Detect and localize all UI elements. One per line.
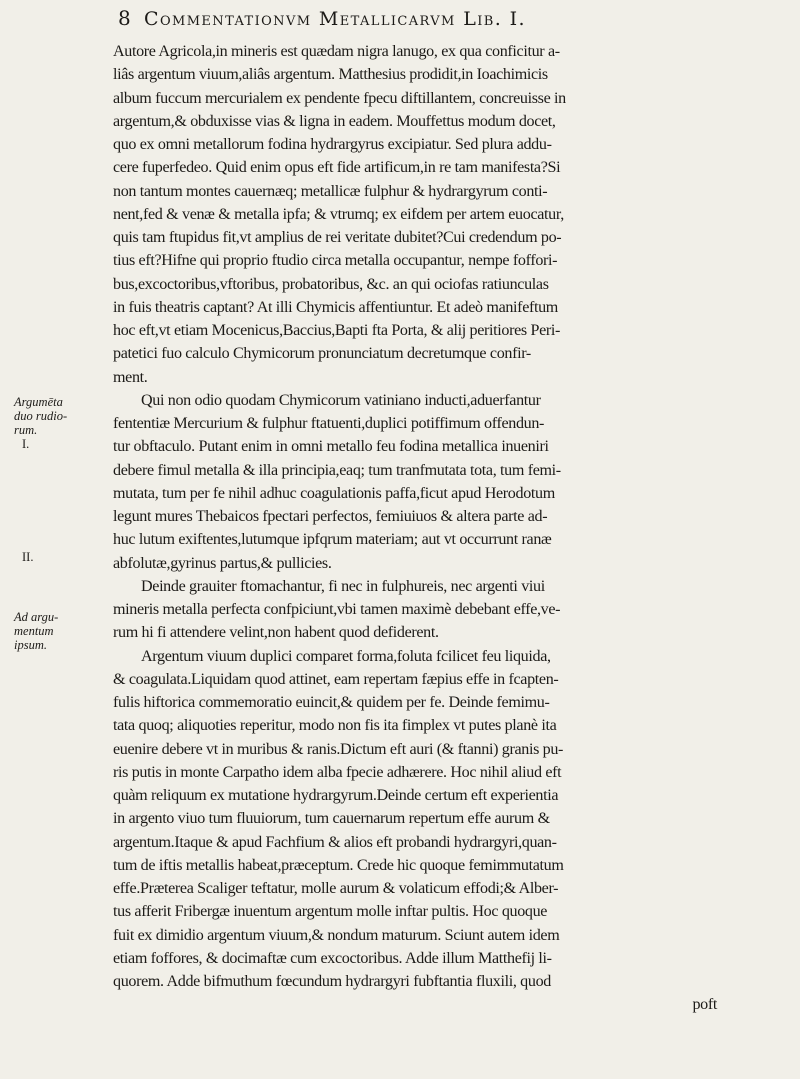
margin-note-line: II. [22, 550, 34, 564]
text-line: ris putis in monte Carpatho idem alba fpecie adhærere. Hoc nihil aliud eft [113, 763, 562, 781]
margin-note-line: duo rudio- [14, 409, 68, 423]
margin-note-line: I. [22, 437, 30, 451]
text-line: tur obftaculo. Putant enim in omni metallo feu fodina metallica inueniri [113, 438, 549, 456]
text-line: liâs argentum viuum,aliâs argentum. Matthesius prodidit,in Ioachimicis [113, 66, 548, 84]
text-line: argentum.Itaque & apud Fachfium & alios eft probandi hydrargyri,quan- [113, 833, 557, 851]
text-line: in fuis theatris captant? At illi Chymicis affentiuntur. Et adeò manifeftum [113, 298, 558, 316]
text-line: in argento viuo tum fluuiorum, tum cauernarum repertum effe aurum & [113, 810, 550, 828]
margin-note-arguments [14, 395, 109, 451]
text-line: mutata, tum per fe nihil adhuc coagulationis paffa,ficut apud Herodotum [113, 484, 555, 502]
text-line: rum hi fi attendere velint,non habent quod defiderent. [113, 624, 439, 642]
text-line: nent,fed & venæ & metalla ipfa; & vtrumq; ex eifdem per artem euocatur, [113, 205, 564, 223]
text-line: etiam foffores, & docimaftæ cum excoctoribus. Adde illum Matthefij li- [113, 949, 552, 967]
margin-note-line: ipsum. [14, 638, 47, 652]
body-text [113, 40, 777, 1070]
margin-note-line: mentum [14, 624, 54, 638]
margin-note-line: rum. [14, 423, 38, 437]
text-line: quorem. Adde bifmuthum fœcundum hydrargyri fubftantia fluxili, quod [113, 973, 551, 990]
text-line: fulis hiftorica commemoratio euincit,& quidem per fe. Deinde femimu- [113, 694, 550, 711]
text-line: tata quoq; aliquoties reperitur, modo non fis ita fimplex vt putes planè ita [113, 717, 557, 735]
text-line: quis tam ftupidus fit,vt amplius de rei veritate dubitet?Cui credendum po- [113, 229, 562, 246]
text-line: album fuccum mercurialem ex pendente fpecu diftillantem, concreuisse in [113, 89, 566, 107]
text-line: fuit ex dimidio argentum viuum,& nondum maturum. Sciunt autem idem [113, 926, 560, 944]
text-line: effe.Præterea Scaliger teftatur, molle aurum & volaticum effodi;& Alber- [113, 880, 559, 897]
text-line: abfolutæ,gyrinus partus,& pullicies. [113, 554, 332, 572]
text-line: tum de iftis metallis habeat,præceptum. Crede hic quoque femimmutatum [113, 856, 564, 874]
margin-note-line: Argumēta [14, 395, 63, 409]
margin-note-second [14, 550, 109, 564]
text-line: cere fuperfedeo. Quid enim opus eft fide artificum,in re tam manifesta?Si [113, 159, 561, 177]
text-line: euenire debere vt in muribus & ranis.Dictum eft auri (& ftanni) granis pu- [113, 740, 564, 758]
text-line: ment. [113, 368, 148, 386]
text-line: argentum,& obduxisse vias & ligna in eadem. Mouffettus modum docet, [113, 112, 556, 130]
page-number: 8 [118, 6, 131, 30]
text-line: huc lutum exiftentes,lutumque ipfqrum materiam; aut vt occurrunt ranæ [113, 531, 552, 549]
text-line: tius eft?Hifne qui proprio ftudio circa metalla occupantur, nempe foffori- [113, 252, 558, 270]
text-line: fententiæ Mercurium & fulphur ftatuenti,duplici potiffimum offendun- [113, 415, 545, 432]
text-line: & coagulata.Liquidam quod attinet, eam repertam fæpius effe in fcapten- [113, 670, 559, 688]
text-line: patetici fuo calculo Chymicorum pronunciatum decretumque confir- [113, 345, 531, 363]
running-head: Commentationvm Metallicarvm Lib. I. [144, 8, 526, 30]
text-line: non tantum montes cauernæq; metallicæ fulphur & hydrargyrum conti- [113, 182, 548, 200]
text-line: Autore Agricola,in mineris est quædam nigra lanugo, ex qua conficitur a- [113, 43, 560, 60]
text-line: quo ex omni metallorum fodina hydrargyrus excipiatur. Sed plura addu- [113, 136, 552, 153]
page-header [118, 6, 758, 40]
text-line: Argentum viuum duplici comparet forma,foluta fcilicet feu liquida, [141, 647, 551, 665]
text-line: Deinde grauiter ftomachantur, fi nec in fulphureis, nec argenti viui [141, 577, 545, 595]
text-line: tus afferit Fribergæ inuentum argentum molle inftar pultis. Hoc quoque [113, 903, 548, 921]
text-line: hoc eft,vt etiam Mocenicus,Baccius,Bapti fta Porta, & alij peritiores Peri- [113, 322, 561, 339]
text-line: quàm reliquum ex mutatione hydrargyrum.Deinde certum eft experientia [113, 787, 559, 804]
catchword: poft [692, 996, 717, 1014]
margin-note-ad-argumentum [14, 610, 109, 652]
text-line: bus,excoctoribus,vftoribus, probatoribus, &c. an qui ociofas ratiunculas [113, 275, 549, 293]
text-line: legunt mures Thebaicos fpectari perfectos, femiuiuos & altera parte ad- [113, 508, 548, 525]
margin-note-line: Ad argu- [14, 610, 59, 624]
text-line: Qui non odio quodam Chymicorum vatiniano inducti,aduerfantur [141, 391, 541, 409]
text-line: mineris metalla perfecta confpiciunt,vbi tamen maximè debebant effe,ve- [113, 601, 561, 618]
text-line: debere fimul metalla & illa principia,eaq; tum tranfmutata tota, tum femi- [113, 461, 561, 479]
